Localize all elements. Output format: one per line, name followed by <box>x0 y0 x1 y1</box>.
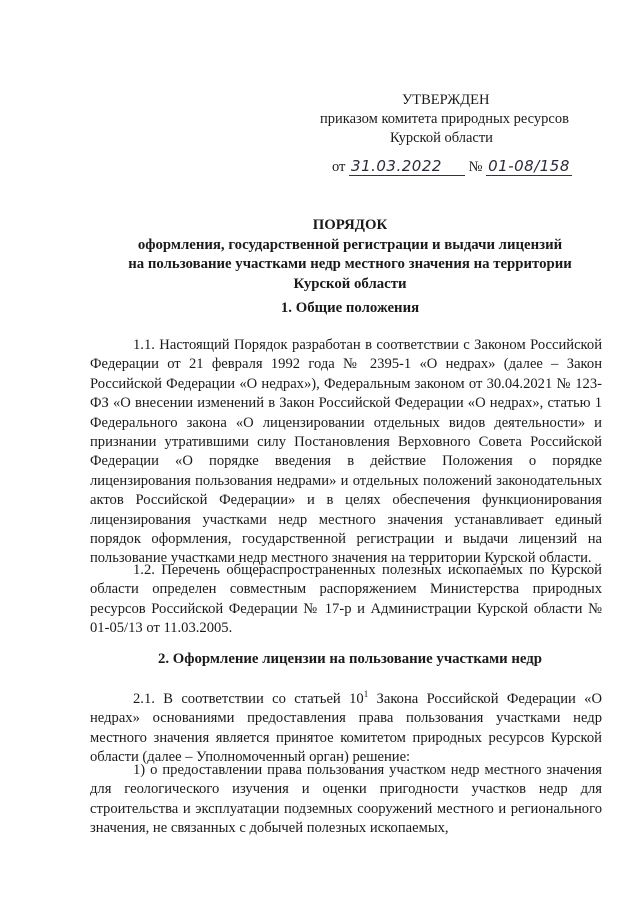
approval-region-line: Курской области <box>390 130 493 146</box>
paragraph-2-1-start: 2.1. В соответствии со статьей 10 <box>133 690 364 707</box>
title-subtitle-line-1: оформления, государственной регистрации и выдачи лицензий <box>137 236 563 253</box>
paragraph-2-1-item-1: 1) о предоставлении права пользования участком недр местного значения для геологического изучения и оценки пригодности участков недр для строительства и эксплуатации подземных сооружений местного и регионального значения, не связанных с добычей полезных ископаемых, <box>90 762 602 837</box>
handwritten-number: 01-08/158 <box>486 157 572 176</box>
title-subtitle-line-2: на пользование участками недр местного значения на территории <box>128 256 572 272</box>
order-date-number <box>332 157 572 176</box>
number-prefix: № <box>468 159 483 175</box>
handwritten-date: 31.03.2022 <box>349 157 465 176</box>
paragraph-2-1-rest: Закона Российской Федерации «О недрах» основаниями предоставления права пользования участками недр местного значения является принятое комитетом природных ресурсов Курской области (далее – Уполномоченный орган) решение: <box>90 690 603 766</box>
approval-block <box>318 91 618 148</box>
paragraph-1-2: 1.2. Перечень общераспространенных полезных ископаемых по Курской области определен совместным распоряжением Министерства природных ресурсов Российской Федерации № 17-р и Администрации Курской области № 01-05/13 от 11.03.2005. <box>90 562 602 637</box>
title-subtitle-line-3: Курской области <box>293 275 407 292</box>
section-1-heading: 1. Общие положения <box>280 300 420 316</box>
title-heading: ПОРЯДОК <box>312 217 388 233</box>
article-superscript: 1 <box>363 689 369 699</box>
approval-stamp: УТВЕРЖДЕН <box>402 92 490 108</box>
document-title <box>90 216 610 294</box>
paragraph-1-1: 1.1. Настоящий Порядок разработан в соответствии с Законом Российской Федерации от 21 февраля 1992 года № 2395-1 «О недрах» (далее – Закон Российской Федерации «О недрах»), Федеральным законом от 30.04.2021 № 123-ФЗ «О внесении изменений в Закон Российской Федерации «О недрах», статью 1 Федерального закона «О лицензировании отдельных видов деятельности» и признании утратившими силу Постановления Верховного Совета Российской Федерации «О порядке введения в действие Положения о порядке лицензирования пользования недрами» и отдельных положений законодательных актов Российской Федерации» и в целях обеспечения функционирования лицензирования участками недр местного значения устанавливает единый порядок оформления, государственной регистрации и выдачи лицензий на пользование участками недр местного значения на территории Курской области. <box>90 337 602 567</box>
paragraph-2-1 <box>90 685 602 767</box>
date-prefix: от <box>332 159 346 175</box>
section-2-heading: 2. Оформление лицензии на пользование участками недр <box>157 651 543 667</box>
approval-order-line: приказом комитета природных ресурсов <box>320 111 569 127</box>
